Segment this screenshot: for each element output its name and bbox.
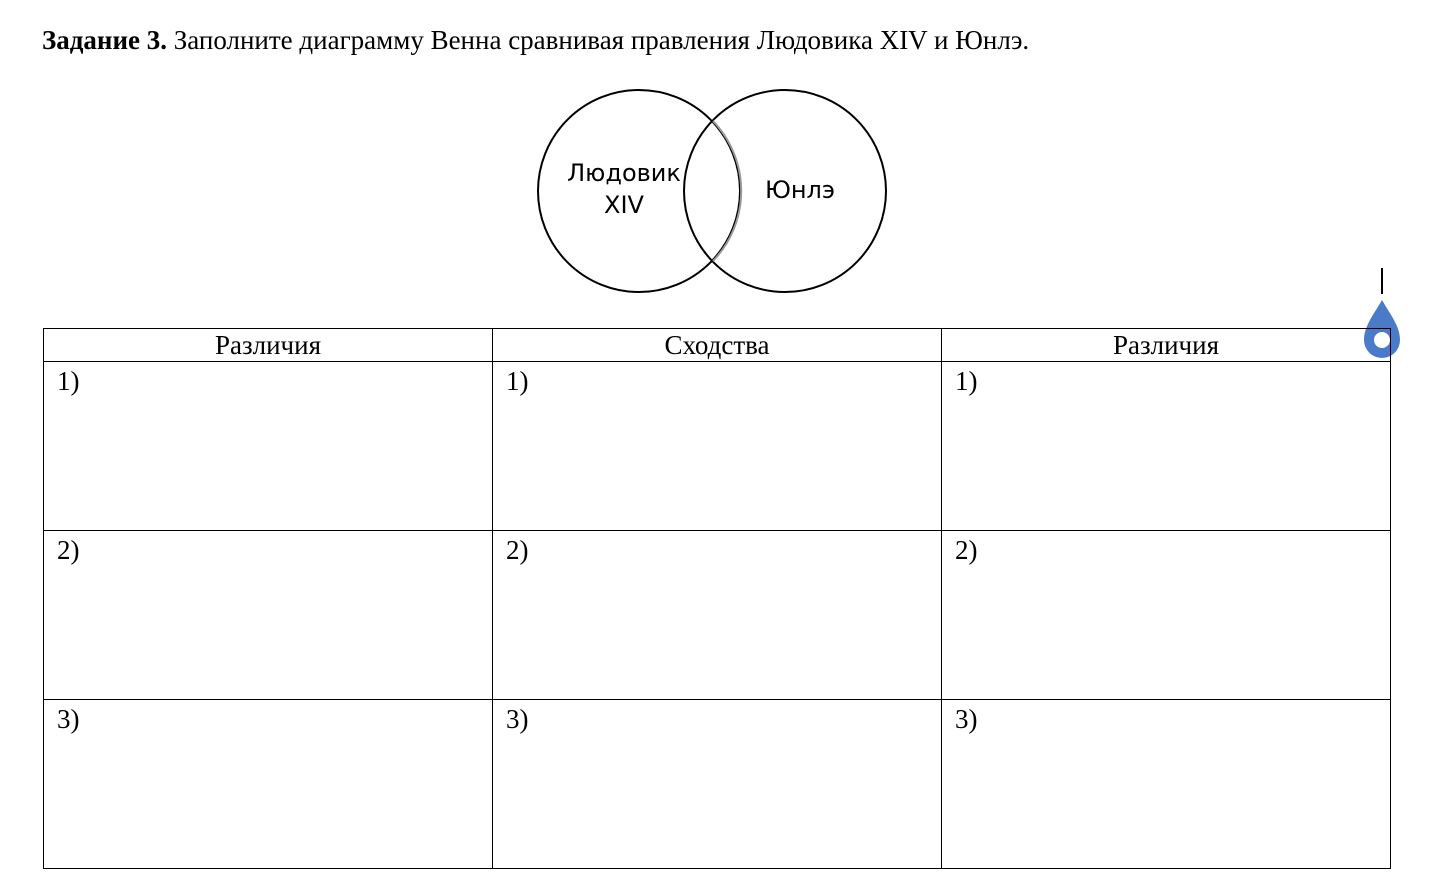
table-cell[interactable]: 2) bbox=[44, 531, 493, 700]
task-number: Задание 3. bbox=[42, 25, 168, 55]
table-row bbox=[44, 700, 1391, 869]
venn-label-left-line1: Людовик bbox=[567, 159, 681, 187]
table-cell[interactable]: 3) bbox=[942, 700, 1391, 869]
text-cursor-line bbox=[1381, 268, 1383, 294]
table-header-row bbox=[44, 329, 1391, 362]
table-cell[interactable]: 2) bbox=[942, 531, 1391, 700]
table-row bbox=[44, 362, 1391, 531]
table-cell[interactable]: 1) bbox=[44, 362, 493, 531]
task-heading bbox=[42, 22, 1029, 58]
venn-label-right: Юнлэ bbox=[764, 176, 836, 204]
header-similarities: Сходства bbox=[493, 329, 942, 362]
header-differences-right: Различия bbox=[942, 329, 1391, 362]
venn-diagram bbox=[530, 84, 895, 299]
comparison-table bbox=[43, 328, 1391, 869]
table-cell[interactable]: 3) bbox=[44, 700, 493, 869]
task-text: Заполните диаграмму Венна сравнивая правления Людовика XIV и Юнлэ. bbox=[173, 25, 1030, 55]
venn-label-left-line2: XIV bbox=[604, 191, 644, 219]
table-cell[interactable]: 3) bbox=[493, 700, 942, 869]
table-row bbox=[44, 531, 1391, 700]
table-cell[interactable]: 1) bbox=[493, 362, 942, 531]
header-differences-left: Различия bbox=[44, 329, 493, 362]
table-cell[interactable]: 2) bbox=[493, 531, 942, 700]
table-cell[interactable]: 1) bbox=[942, 362, 1391, 531]
